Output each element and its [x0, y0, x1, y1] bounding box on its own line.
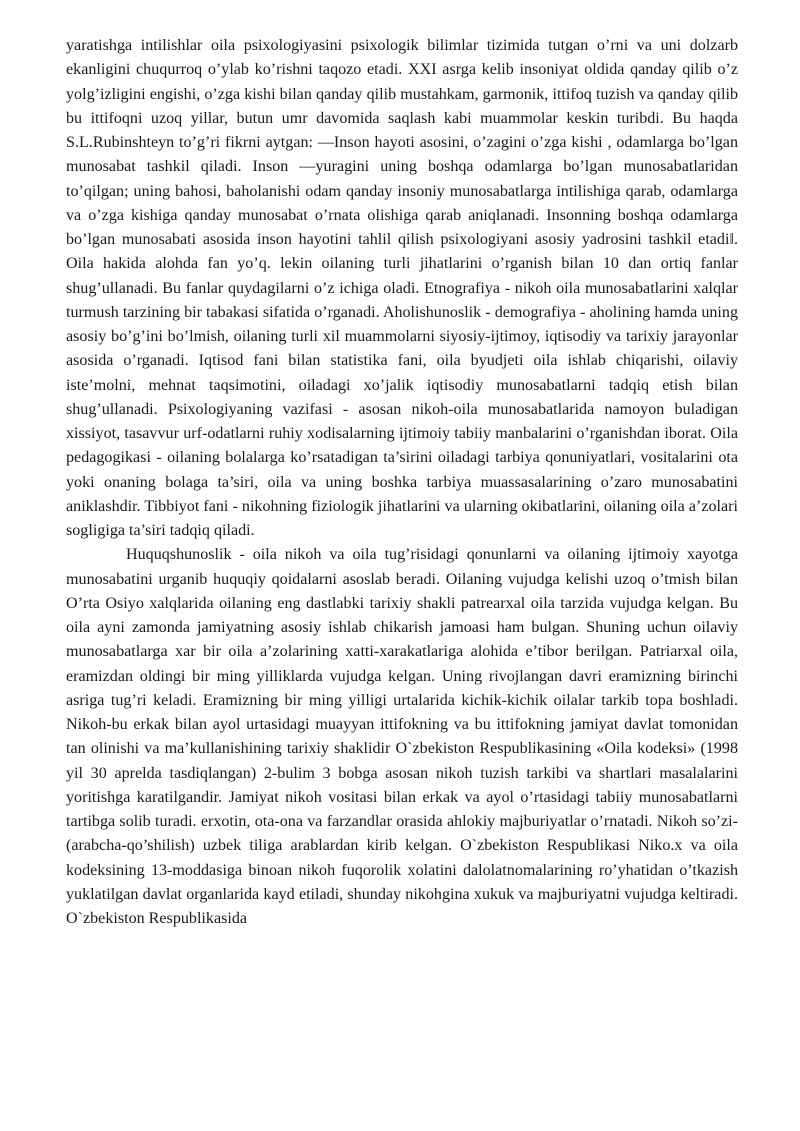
body-paragraph-2: Huquqshunoslik - oila nikoh va oila tug’risidagi qonunlarni va oilaning ijtimoiy xayotga munosabatini urganib huquqiy qoidalarni asoslab beradi. Oilaning vujudga kelishi uzoq o’tmish bilan O’rta Osiyo xalqlarida oilaning eng dastlabki tarixiy shakli patrearxal oila tarzida vujudga kelgan. Bu oila ayni zamonda jamiyatning asosiy ishlab chikarish jamoasi ham bulgan. Shuning uchun oilaviy munosabatlarga xar bir oila a’zolarining xatti-xarakatlariga alohida e’tibor berilgan. Patriarxal oila, eramizdan oldingi bir ming yilliklarda vujudga kelgan. Uning rivojlangan davri eramizning birinchi asriga tug’ri keladi. Eramizning bir ming yilligi urtalarida kichik-kichik oilalar tarkib topa boshladi. Nikoh-bu erkak bilan ayol urtasidagi muayyan ittifokning va bu ittifokning jamiyat davlat tomonidan tan olinishi va ma’kullanishining tarixiy shaklidir O`zbekiston Respublikasining «Oila kodeksi» (1998 yil 30 aprelda tasdiqlangan) 2-bulim 3 bobga asosan nikoh tuzish tarkibi va shartlari masalalarini yoritishga karatilgandir. Jamiyat nikoh vositasi bilan erkak va ayol o’rtasidagi tabiiy munosabatlarni tartibga solib turadi. erxotin, ota-ona va farzandlar orasida ahlokiy majburiyatlar o’rnatadi. Nikoh so’zi-(arabcha-qo’shilish) uzbek tiliga arablardan kirib kelgan. O`zbekiston Respublikasi Niko.x va oila kodeksining 13-moddasiga binoan nikoh fuqorolik xolatini dalolatnomalarining ro’yhatidan o’tkazish yuklatilgan davlat organlarida kayd etiladi, shunday nikohgina xukuk va majburiyatni vujudga keltiradi. O`zbekiston Respublikasida [66, 546, 738, 927]
document-page [66, 34, 738, 931]
body-paragraph-1: yaratishga intilishlar oila psixologiyasini psixologik bilimlar tizimida tutgan o’rni va uni dolzarb ekanligini chuqurroq o’ylab ko’rishni taqozo etadi. XXI asrga kelib insoniyat oldida qanday qilib o’z yolg’izligini engishi, o’zga kishi bilan qanday qilib mustahkam, garmonik, ittifoq tuzish va qanday qilib bu ittifoqni uzoq yillar, butun umr davomida saqlash kabi muammolar keskin turibdi. Bu haqda S.L.Rubinshteyn to’g’ri fikrni aytgan: ―Inson hayoti asosini, o’zagini o’zga kishi , odamlarga bo’lgan munosabat tashkil qiladi. Inson ―yuragini uning boshqa odamlarga bo’lgan munosabatlaridan to’qilgan; uning bahosi, baholanishi odam qanday insoniy munosabatlarga intilishiga qarab, odamlarga va o’zga kishiga qanday munosabat o’rnata olishiga qarab aniqlanadi. Insonning boshqa odamlarga bo’lgan munosabati asosida inson hayotini tahlil qilish psixologiyani asosiy yadrosini tashkil etadi‖. Oila hakida alohda fan yo’q. lekin oilaning turli jihatlarini o’rganish bilan 10 dan ortiq fanlar shug’ullanadi. Bu fanlar quydagilarni o’z ichiga oladi. Etnografiya - nikoh oila munosabatlarini xalqlar turmush tarzining bir tabakasi sifatida o’rganadi. Aholishunoslik - demografiya - aholining hamda uning asosiy bo’g’ini bo’lmish, oilaning turli xil muammolarni siyosiy-ijtimoy, iqtisodiy va tarixiy jarayonlar asosida o’rganadi. Iqtisod fani bilan statistika fani, oila byudjeti oila ishlab chiqarishi, oilaviy iste’molni, mehnat taqsimotini, oiladagi xo’jalik iqtisodiy munosabatlarni tadqiq etish bilan shug’ullanadi. Psixologiyaning vazifasi - asosan nikoh-oila munosabatlarida namoyon buladigan xissiyot, tasavvur urf-odatlarni ruhiy xodisalarning ijtimoiy tabiiy manbalarini o’rganishdan iborat. Oila pedagogikasi - oilaning bolalarga ko’rsatadigan ta’sirini oiladagi tarbiya qonuniyatlari, vositalarini ota yoki onaning bolaga ta’siri, oila va uning boshka tarbiya muassasalarining o’zaro munosabatini aniklashdir. Tibbiyot fani - nikohning fiziologik jihatlarini va ularning okibatlarini, oilaning oila a’zolari sogligiga ta’siri tadqiq qiladi. [66, 37, 738, 539]
